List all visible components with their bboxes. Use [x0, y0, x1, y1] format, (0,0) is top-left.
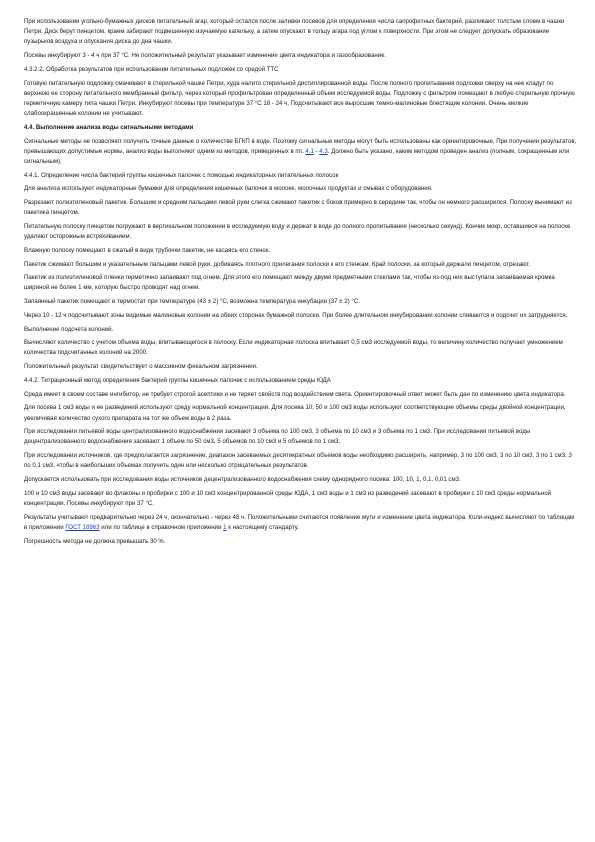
- paragraph-indicator-papers: Для анализа используют индикаторные бумажки для определения кишечных палочек в молоке, молочных продуктах и смывах с оборудования.: [24, 185, 433, 193]
- paragraph-yuda-medium: Среда имеет в своем составе ингибитор, не требует строгой асептики и не теряет свойств под воздействием света. Ориентировочный ответ может быть дан по изменению цвета индикатора.: [24, 390, 566, 398]
- section-link-4-1[interactable]: 4.1: [305, 147, 314, 155]
- heading-4-4-1: 4.4.1. Определение числа бактерий группы кишечных палочек с помощью индикаторных питательных полосок: [24, 171, 339, 179]
- heading-4-3-2-2: 4.3.2.2. Обработка результатов при использовании питательных подложек со средой ТТС: [24, 65, 279, 73]
- heading-4-4: 4.4. Выполнение анализа воды сигнальными методами: [24, 123, 194, 131]
- link-separator: -: [313, 147, 320, 155]
- paragraph-cut-packet: Разрезают полиэтиленовый пакетик. Большим и средним пальцами левой руки слегка сжимают пакетик с боков примерно в середине так, чтобы он немного расширился. Полоску вынимают из пакетика пинцетом.: [24, 199, 572, 217]
- paragraph-incubation-result: Посевы инкубируют 3 - 4 ч при 37 °C. Не положительный результат указывает изменение цвета индикатора и газообразование.: [24, 52, 387, 60]
- paragraph-disk-inoculation: При использовании угольно-бумажных дисков питательный агар, который остался после заливки посевов для определения числа сапрофитных бактерий, разливают толстым слоем в чашки Петри. Диск берут пинцетом, краем забирают подвешенную изучаемую капельку, а затем опускают в толщу агара под углом к поверхности. При этом не следует допускать образование пузырьков воздуха и опускания диска до дна чашки.: [24, 18, 565, 46]
- paragraph-results-accounting: [24, 513, 577, 533]
- paragraph-ttc-substrate: Готовую питательную подложку смачивают в стерильной чашке Петри, куда налито стерильной дистиллированной воды. После полного пропитывания подложки сверху на нее кладут по верхнюю ее сторону питательного мембранный фильтр, через который профильтрован определенный объем исследуемой воды. Подложку с фильтром помещают в любую стерильную прочную герметичную камеру типа чашки Петри. Инкубируют посевы при температуре 37 °C 18 - 24 ч. Подсчитывают все выросшие темно-малиновые блестящие колонии. Очень мелкие слабоокрашенные колонии не учитывают.: [24, 79, 575, 118]
- section-link-4-3[interactable]: 4.3: [319, 147, 328, 155]
- paragraph-positive-result: Положительный результат свидетельствует о массивном фекальном загрязнении.: [24, 363, 258, 371]
- paragraph-single-row-scheme: Допускается использовать при исследовании воды источников децентрализованного водоснабжения схему однорядного посева: 100, 10, 1, 0,1, 0,01 см3.: [24, 476, 461, 484]
- paragraph-seal-packet: Пакетик из полиэтиленовой пленки герметично запаивают под огнем. Для этого его помещают между двумя предметными стеклами так, чтобы из-под них выступала запаиваемая кромка шириной не более 1 мм, которую быстро проводят над огнем.: [24, 274, 555, 292]
- paragraph-contaminated-sources: При исследовании источников, где предполагается загрязнение, диапазон засеваемых десятикратных объемов воды необходимо расширить, например, 3 по 100 см3, 3 по 10 см3, 3 по 1 см3, 3 по 0,1 см3, чтобы в наибольших объемах получить один или несколько отрицательных результатов.: [24, 452, 572, 470]
- heading-4-4-2: 4.4.2. Титрационный метод определения бактерий группы кишечных палочек с использованием среды ЮДА: [24, 376, 331, 384]
- paragraph-immerse-strip: Питательную полоску пинцетом погружают в вертикальном положении в исследуемую воду и держат в воде до полного пропитывания (несколько секунд). Кончик мокр, оставшиеся на полоске удаляют осторожным встряхиванием.: [24, 222, 571, 241]
- paragraph-counting: Выполнение подсчета колоний.: [24, 325, 114, 333]
- appendix-1-link[interactable]: 1: [223, 523, 227, 531]
- signal-methods-text-end: . Должно быть указано, каким методом проведен анализ (полным, сокращенным или сигнальным).: [24, 147, 570, 165]
- paragraph-thermostat: Запаянный пакетик помещают в термостат при температуре (43 ± 2) °C, возможна температура инкубации (37 ± 2) °C.: [24, 298, 360, 306]
- paragraph-calculation: Вычисляют количество с учетом объема воды, впитывающегося в полоску. Если индикаторная полоска впитывает 0,5 см3 исследуемой воды, то величину количество получает умножением количества подсчитанных колоний на 2000.: [24, 339, 563, 357]
- results-text-middle: или по таблице в справочном приложении: [99, 523, 224, 531]
- gost-18963-link[interactable]: ГОСТ 18963: [65, 523, 100, 531]
- paragraph-concentration: Для посева 1 см3 воды и ее разведений используют среду нормальной концентрации. Для посева 10, 50 и 100 см3 воды используют соответствующие объемы среды двойной концентрации, увеличивая количество сухого препарата на тот же объем воды в 2 раза.: [24, 404, 566, 422]
- paragraph-count-colonies: Через 10 - 12 ч подсчитывают зоны видимые малиновые колонии на обеих сторонах бумажной полоски. При более длительном инкубировании колонии сливаются и подсчет их затрудняется.: [24, 311, 568, 319]
- results-text-start: Результаты учитывают предварительно через 24 ч, окончательно - через 48 ч. Положительными считаются появление мути и изменение цвета индикатора. Коли-индекс вычисляют по таблицам в приложении: [24, 513, 575, 531]
- signal-methods-text-start: Сигнальные методы не позволяют получить точные данные о количестве БГКП в воде. Поэтому сигнальные методы могут быть использованы как ориентировочные. При получении результатов, превышающих допустимые нормы, анализ воды выполняют одним из методов, приведенных в пп.: [24, 137, 577, 155]
- paragraph-squeeze-packet: Пакетик сжимают большим и указательным пальцами левой руки, добиваясь плотного прилегания полоски к его стенкам. Край полоски, за который держали пинцетом, отрезают.: [24, 260, 531, 268]
- paragraph-signal-methods: [24, 137, 577, 168]
- paragraph-place-strip: Влажную полоску помещают в сжатый в виде трубочки пакетик, не касаясь его стенок.: [24, 246, 271, 254]
- results-text-end: к настоящему стандарту.: [226, 523, 299, 531]
- paragraph-flasks-tubes: 100 и 10 см3 воды засевают во флаконы и пробирки с 100 и 10 см3 концентрированной среды ЮДА, 1 см3 воды и 1 см3 из разведений засевают в пробирки с 10 см3 среды нормальной концентрации. Посевы инкубируют при 37 °C.: [24, 489, 552, 507]
- paragraph-inoculation-volumes: При исследовании питьевой воды централизованного водоснабжения засевают 3 объема по 100 см3, 3 объема по 10 см3 и 3 объема по 1 см3. При исследовании питьевой воды децентрализованного водоснабжения засевают 1 объем по 50 см3, 5 объемов по 10 см3 и 5 объемов по 1 см3.: [24, 428, 531, 446]
- paragraph-method-error: Погрешность метода не должна превышать 30 %.: [24, 537, 166, 545]
